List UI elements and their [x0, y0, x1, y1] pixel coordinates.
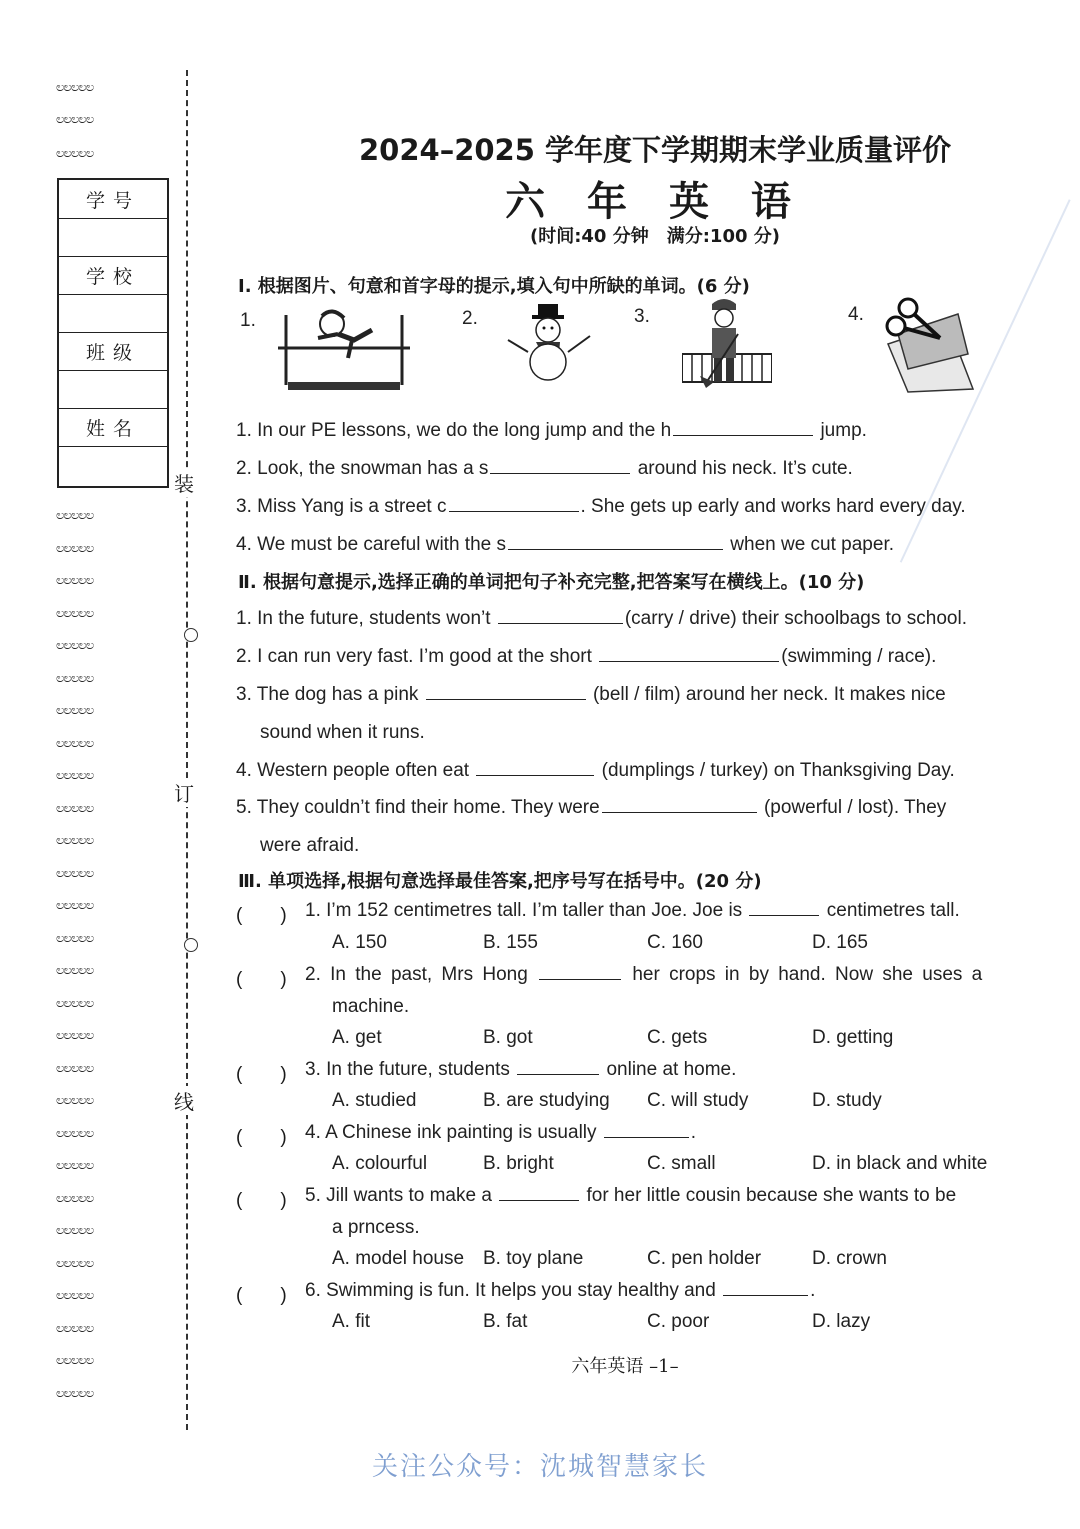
binding-ornament-icon: ಲಲಲಲಲ — [56, 931, 94, 946]
option-d[interactable]: D. getting — [812, 1027, 894, 1048]
s3-question-3: 3. In the future, students online at home. — [305, 1059, 737, 1080]
exam-title: 2024–2025 学年度下学期期末学业质量评价 — [358, 133, 952, 167]
answer-blank — [539, 978, 621, 980]
s2-item-4: 4. Western people often eat (dumplings / turkey) on Thanksgiving Day. — [236, 760, 955, 781]
binding-ornament-icon: ಲಲಲಲಲ — [56, 833, 94, 848]
s2-item-3: 3. The dog has a pink (bell / film) around her neck. It makes nice — [236, 684, 946, 705]
binding-ornament-icon: ಲಲಲಲಲ — [56, 1353, 94, 1368]
option-a[interactable]: A. get — [332, 1027, 382, 1048]
boy-high-jump-icon — [274, 300, 414, 395]
binding-ornament-icon: ಲಲಲಲಲ — [56, 1191, 94, 1206]
binding-ornament-icon: ಲಲಲಲಲ — [56, 768, 94, 783]
pic-number: 1. — [240, 310, 256, 331]
answer-blank[interactable] — [602, 811, 757, 813]
pic-number: 4. — [848, 304, 864, 325]
s2-item-5-cont: were afraid. — [260, 835, 360, 856]
answer-blank[interactable] — [673, 434, 813, 436]
binding-ornament-icon: ಲಲಲಲಲ — [56, 1321, 94, 1336]
answer-blank[interactable] — [449, 510, 579, 512]
option-a[interactable]: A. fit — [332, 1311, 371, 1332]
option-b[interactable]: B. 155 — [483, 932, 538, 953]
info-field-class[interactable] — [59, 370, 167, 409]
answer-blank[interactable] — [498, 622, 623, 624]
exam-subject: 六 年 英 语 — [505, 178, 805, 225]
binding-ornament-icon: ಲಲಲಲಲ — [56, 963, 94, 978]
option-c[interactable]: C. will study — [647, 1090, 749, 1111]
option-b[interactable]: B. got — [483, 1027, 533, 1048]
binding-ornament-icon: ಲಲಲಲಲ — [56, 1093, 94, 1108]
exam-meta: (时间:40 分钟 满分:100 分) — [529, 226, 780, 247]
option-d[interactable]: D. in black and white — [812, 1153, 988, 1174]
s3-question-2: 2. In the past, Mrs Hong her crops in by hand. Now she uses a — [305, 964, 983, 985]
s3-question-4: 4. A Chinese ink painting is usually . — [305, 1122, 697, 1143]
option-c[interactable]: C. small — [647, 1153, 716, 1174]
answer-paren[interactable]: ( ) — [236, 1190, 287, 1211]
binding-ornament-icon: ಲಲಲಲಲ — [56, 671, 94, 686]
binding-ornament-icon: ಲಲಲಲಲ — [56, 1223, 94, 1238]
info-field-name[interactable] — [59, 446, 167, 484]
pic-number: 3. — [634, 306, 650, 327]
binding-ornament-icon: ಲಲಲಲಲ — [56, 1028, 94, 1043]
answer-paren[interactable]: ( ) — [236, 1127, 287, 1148]
snowman-scarf-icon — [498, 300, 598, 385]
binding-ornament-icon: ಲಲಲಲಲ — [56, 1158, 94, 1173]
binding-ornament-icon: ಲಲಲಲಲ — [56, 996, 94, 1011]
option-c[interactable]: C. pen holder — [647, 1248, 762, 1269]
binding-char: 订 — [174, 778, 194, 807]
option-c[interactable]: C. gets — [647, 1027, 708, 1048]
binding-hole-icon — [184, 938, 198, 952]
binding-ornament-icon: ಲಲಲಲಲ — [56, 146, 94, 161]
info-label-school: 学校 — [59, 256, 167, 295]
section-2-heading: Ⅱ. 根据句意提示,选择正确的单词把句子补充完整,把答案写在横线上。(10 分) — [238, 572, 865, 593]
s3-question-2-cont: machine. — [332, 996, 410, 1017]
option-b[interactable]: B. fat — [483, 1311, 528, 1332]
answer-blank — [749, 914, 819, 916]
binding-ornament-icon: ಲಲಲಲಲ — [56, 801, 94, 816]
option-a[interactable]: A. studied — [332, 1090, 417, 1111]
binding-ornament-icon: ಲಲಲಲಲ — [56, 112, 94, 127]
binding-ornament-icon: ಲಲಲಲಲ — [56, 1288, 94, 1303]
follow-account-text: 关注公众号：沈城智慧家长 — [371, 1452, 708, 1482]
info-field-school[interactable] — [59, 294, 167, 333]
answer-blank[interactable] — [426, 698, 586, 700]
s2-item-1: 1. In the future, students won’t (carry / drive) their schoolbags to school. — [236, 608, 967, 629]
page-number: 六年英语 –1– — [571, 1356, 679, 1377]
option-d[interactable]: D. crown — [812, 1248, 887, 1269]
binding-ornament-icon: ಲಲಲಲಲ — [56, 541, 94, 556]
watermark-decoration — [900, 199, 1080, 600]
option-b[interactable]: B. toy plane — [483, 1248, 584, 1269]
s2-item-5: 5. They couldn’t find their home. They were (powerful / lost). They — [236, 797, 947, 818]
info-label-name: 姓名 — [59, 408, 167, 447]
s3-question-5-cont: a prncess. — [332, 1217, 420, 1238]
option-d[interactable]: D. lazy — [812, 1311, 871, 1332]
answer-blank[interactable] — [599, 660, 779, 662]
s1-item-4: 4. We must be careful with the s when we cut paper. — [236, 534, 894, 555]
binding-ornament-icon: ಲಲಲಲಲ — [56, 703, 94, 718]
s2-item-2: 2. I can run very fast. I’m good at the short (swimming / race). — [236, 646, 937, 667]
binding-ornament-icon: ಲಲಲಲಲ — [56, 1061, 94, 1076]
s3-question-5: 5. Jill wants to make a for her little cousin because she wants to be — [305, 1185, 957, 1206]
answer-blank[interactable] — [508, 548, 723, 550]
answer-blank[interactable] — [490, 472, 630, 474]
answer-paren[interactable]: ( ) — [236, 1285, 287, 1306]
binding-ornament-icon: ಲಲಲಲಲ — [56, 80, 94, 95]
s3-question-6: 6. Swimming is fun. It helps you stay healthy and . — [305, 1280, 816, 1301]
s1-item-3: 3. Miss Yang is a street c . She gets up early and works hard every day. — [236, 496, 966, 517]
option-c[interactable]: C. poor — [647, 1311, 710, 1332]
s1-item-1: 1. In our PE lessons, we do the long jump and the h jump. — [236, 420, 867, 441]
option-a[interactable]: A. colourful — [332, 1153, 428, 1174]
answer-paren[interactable]: ( ) — [236, 969, 287, 990]
binding-ornament-icon: ಲಲಲಲಲ — [56, 573, 94, 588]
option-b[interactable]: B. bright — [483, 1153, 554, 1174]
option-d[interactable]: D. 165 — [812, 932, 868, 953]
option-a[interactable]: A. model house — [332, 1248, 465, 1269]
s1-item-2: 2. Look, the snowman has a s around his neck. It’s cute. — [236, 458, 853, 479]
binding-dashed-line — [186, 70, 188, 1430]
scissors-paper-icon — [878, 294, 978, 394]
binding-ornament-icon: ಲಲಲಲಲ — [56, 1386, 94, 1401]
info-label-class: 班级 — [59, 332, 167, 371]
section-1-heading: Ⅰ. 根据图片、句意和首字母的提示,填入句中所缺的单词。(6 分) — [238, 276, 750, 297]
answer-paren[interactable]: ( ) — [236, 1064, 287, 1085]
binding-ornament-icon: ಲಲಲಲಲ — [56, 866, 94, 881]
answer-blank[interactable] — [476, 774, 594, 776]
binding-ornament-icon: ಲಲಲಲಲ — [56, 1126, 94, 1141]
info-field-student-id[interactable] — [59, 218, 167, 257]
binding-ornament-icon: ಲಲಲಲಲ — [56, 1256, 94, 1271]
binding-ornament-icon: ಲಲಲಲಲ — [56, 638, 94, 653]
section-3-heading: Ⅲ. 单项选择,根据句意选择最佳答案,把序号写在括号中。(20 分) — [238, 871, 762, 892]
student-info-box — [57, 178, 169, 488]
binding-ornament-icon: ಲಲಲಲಲ — [56, 898, 94, 913]
binding-char: 线 — [174, 1086, 194, 1115]
answer-blank — [604, 1136, 689, 1138]
binding-hole-icon — [184, 628, 198, 642]
pic-number: 2. — [462, 308, 478, 329]
binding-ornament-icon: ಲಲಲಲಲ — [56, 606, 94, 621]
binding-ornament-icon: ಲಲಲಲಲ — [56, 508, 94, 523]
answer-blank — [723, 1294, 808, 1296]
binding-char: 装 — [174, 468, 194, 497]
option-a[interactable]: A. 150 — [332, 932, 387, 953]
answer-paren[interactable]: ( ) — [236, 905, 287, 926]
s2-item-3-cont: sound when it runs. — [260, 722, 425, 743]
option-b[interactable]: B. are studying — [483, 1090, 610, 1111]
option-c[interactable]: C. 160 — [647, 932, 703, 953]
street-cleaner-icon — [682, 296, 772, 391]
answer-blank — [499, 1199, 579, 1201]
answer-blank — [517, 1073, 599, 1075]
info-label-student-id: 学号 — [59, 180, 167, 219]
option-d[interactable]: D. study — [812, 1090, 882, 1111]
binding-ornament-icon: ಲಲಲಲಲ — [56, 736, 94, 751]
s3-question-1: 1. I’m 152 centimetres tall. I’m taller than Joe. Joe is centimetres tall. — [305, 900, 960, 921]
